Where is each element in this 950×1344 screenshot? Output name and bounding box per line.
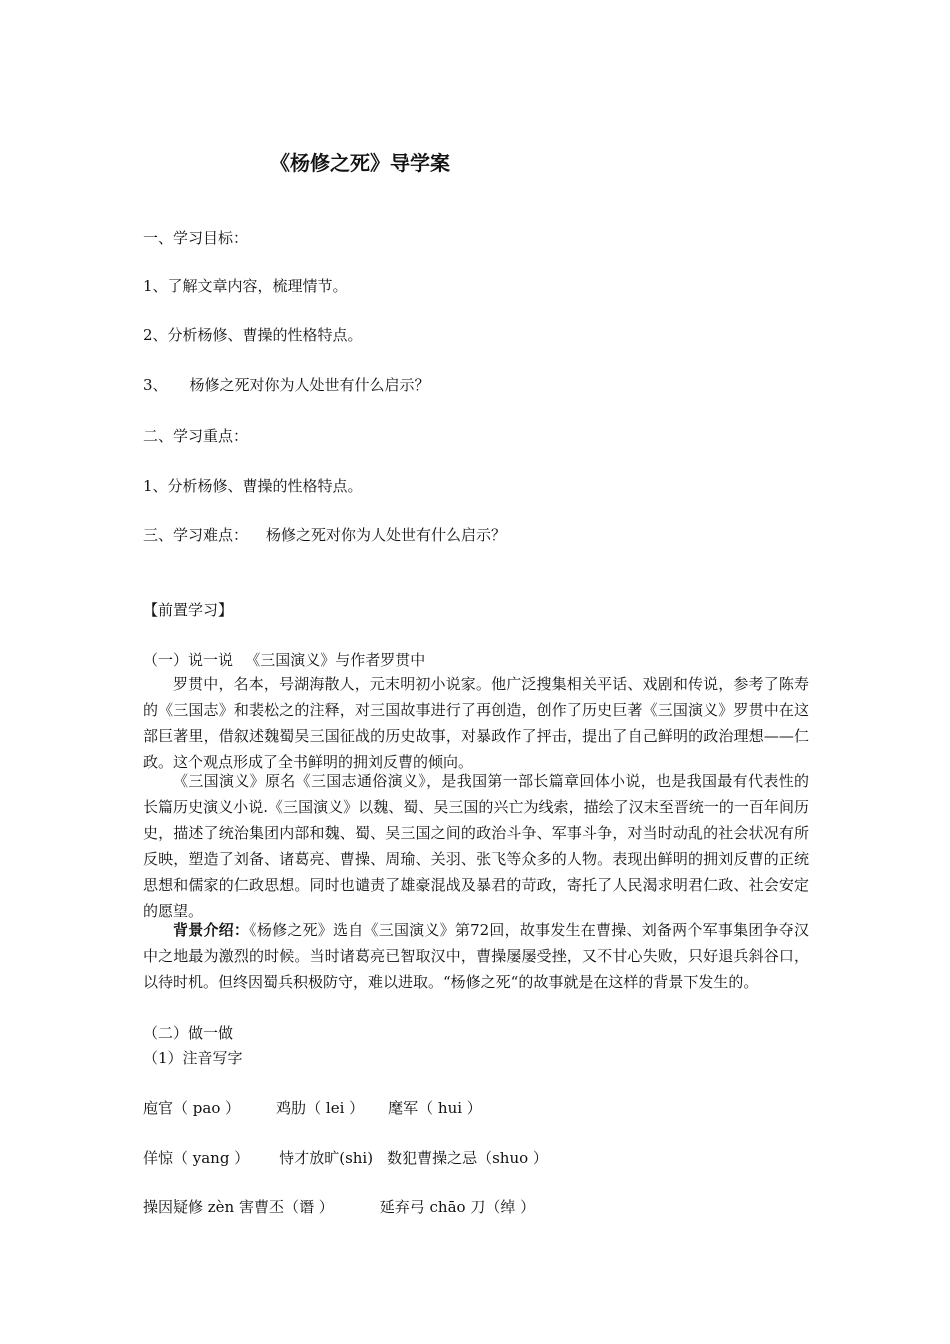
pinyin-row-2 <box>143 1148 548 1168</box>
difficulty-text: 杨修之死对你为人处世有什么启示？ <box>266 526 507 544</box>
objectives-heading: 一、学习目标： <box>143 229 249 247</box>
pinyin-item: 延弃弓 chāo 刀（绰 ） <box>379 1198 536 1216</box>
pinyin-item: 麾军（ hui ） <box>388 1099 482 1117</box>
objective-item-1: 1、了解文章内容，梳理情节。 <box>143 277 348 295</box>
pinyin-item: 庖官（ pao ） <box>143 1099 241 1117</box>
pinyin-item: 鸡肋（ lei ） <box>276 1099 365 1117</box>
objective-item-3-number: 3、 <box>143 376 168 394</box>
pinyin-row-3 <box>143 1197 535 1217</box>
objective-item-3-text: 杨修之死对你为人处世有什么启示？ <box>189 376 430 394</box>
difficulty-line <box>143 525 506 545</box>
pinyin-item: 佯惊（ yang ） <box>143 1149 250 1167</box>
background-label: 背景介绍： <box>173 921 250 939</box>
difficulty-heading: 三、学习难点： <box>143 526 249 544</box>
pinyin-item: 操因疑修 zèn 害曹丕（谮 ） <box>143 1198 334 1216</box>
key-point-item-1: 1、分析杨修、曹操的性格特点。 <box>143 477 363 495</box>
background-text: 《杨修之死》选自《三国演义》第72回，故事发生在曹操、刘备两个军事集团争夺汉中之地最为激烈的时候。当时诸葛亮已智取汉中，曹操屡屡受挫，又不甘心失败，只好退兵斜谷口，以待时机。但终因蜀兵积极防守，难以进取。“杨修之死“的故事就是在这样的背景下发生的。 <box>143 921 809 991</box>
key-points-heading: 二、学习重点： <box>143 427 249 445</box>
objective-item-2: 2、分析杨修、曹操的性格特点。 <box>143 326 363 344</box>
background-paragraph <box>143 917 809 995</box>
document-title: 《杨修之死》导学案 <box>270 151 450 175</box>
pinyin-item: 恃才放旷(shi) <box>279 1149 374 1167</box>
author-paragraph: 罗贯中，名本，号湖海散人，元末明初小说家。他广泛搜集相关平话、戏剧和传说，参考了陈寿的《三国志》和裴松之的注释，对三国故事进行了再创造，创作了历史巨著《三国演义》罗贯中在这部巨著里，借叙述魏蜀吴三国征战的历史故事，对暴政作了抨击，提出了自己鲜明的政治理想——仁政。这个观点形成了全书鲜明的拥刘反曹的倾向。 <box>143 675 809 771</box>
section1-heading: （一）说一说 《三国演义》与作者罗贯中 <box>143 651 426 669</box>
preview-heading: 【前置学习】 <box>143 601 234 619</box>
pinyin-item: 数犯曹操之忌（shuo ） <box>387 1149 548 1167</box>
objective-item-3 <box>143 375 430 395</box>
pinyin-row-1 <box>143 1098 482 1118</box>
section2-heading: （二）做一做 <box>143 1024 234 1042</box>
sub1-heading: （1）注音写字 <box>143 1049 243 1067</box>
novel-paragraph: 《三国演义》原名《三国志通俗演义》，是我国第一部长篇章回体小说，也是我国最有代表性的长篇历史演义小说.《三国演义》以魏、蜀、吴三国的兴亡为线索，描绘了汉末至晋统一的一百年间历史，描述了统治集团内部和魏、蜀、吴三国之间的政治斗争、军事斗争，对当时动乱的社会状况有所反映，塑造了刘备、诸葛亮、曹操、周瑜、关羽、张飞等众多的人物。表现出鲜明的拥刘反曹的正统思想和儒家的仁政思想。同时也谴责了雄豪混战及暴君的苛政，寄托了人民渴求明君仁政、社会安定的愿望。 <box>143 772 809 920</box>
